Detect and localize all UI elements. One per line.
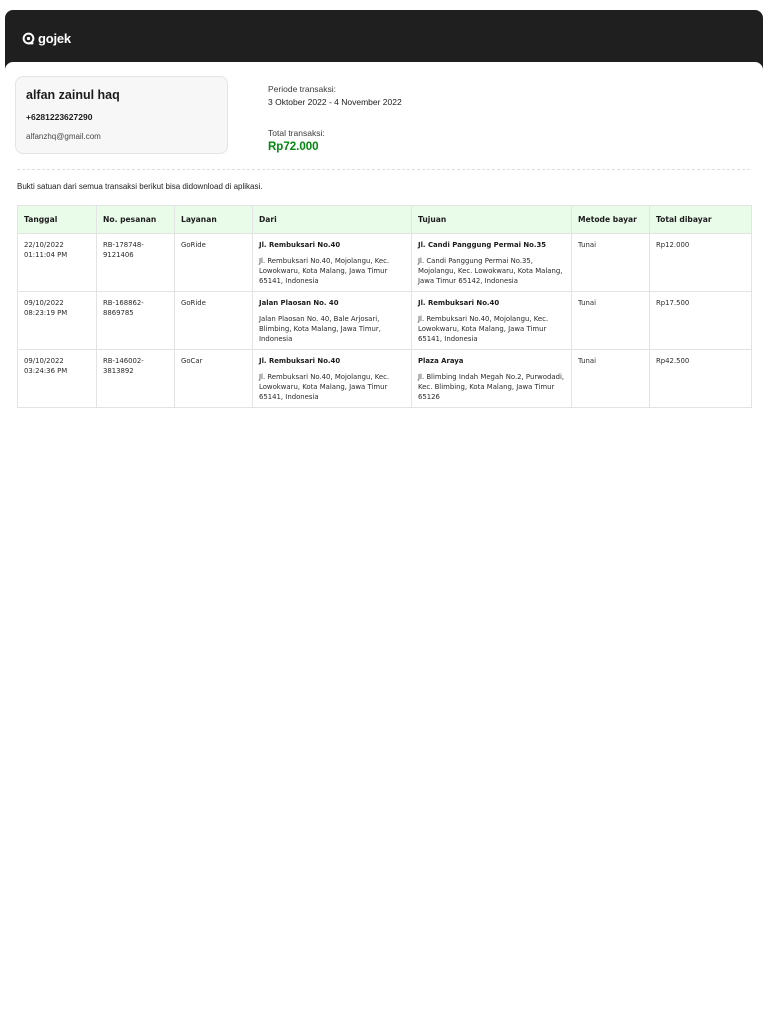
table-row (18, 234, 752, 292)
download-note: Bukti satuan dari semua transaksi berikut bisa didownload di aplikasi. (17, 182, 263, 191)
total-value: Rp72.000 (268, 141, 319, 153)
cell-service: GoRide (175, 292, 253, 350)
cell-order: RB-168862-8869785 (97, 292, 175, 350)
from-title: Jalan Plaosan No. 40 (259, 299, 339, 307)
cell-to (412, 350, 572, 408)
cell-date-time: 01:11:04 PM (24, 251, 68, 259)
from-address: Jalan Plaosan No. 40, Bale Arjosari, Blimbing, Kota Malang, Jawa Timur, Indonesia (259, 315, 381, 343)
cell-total: Rp17.500 (650, 292, 752, 350)
col-header-total: Total dibayar (650, 206, 752, 234)
cell-service: GoCar (175, 350, 253, 408)
period-label: Periode transaksi: (268, 84, 337, 94)
cell-date-day: 09/10/2022 (24, 357, 64, 365)
to-address: Jl. Blimbing Indah Megah No.2, Purwodadi, Kec. Blimbing, Kota Malang, Jawa Timur 65126 (418, 373, 565, 401)
profile-card (15, 76, 228, 154)
col-header-service: Layanan (175, 206, 253, 234)
col-header-from: Dari (253, 206, 412, 234)
cell-date (18, 292, 97, 350)
cell-payment: Tunai (572, 292, 650, 350)
table-header-row (18, 206, 752, 234)
profile-email: alfanzhq@gmail.com (26, 132, 101, 141)
transaction-table (17, 205, 752, 408)
cell-date-day: 22/10/2022 (24, 241, 64, 249)
total-label: Total transaksi: (268, 128, 325, 138)
cell-total: Rp12.000 (650, 234, 752, 292)
from-address: Jl. Rembuksari No.40, Mojolangu, Kec. Lowokwaru, Kota Malang, Jawa Timur 65141, Indonesia (259, 257, 390, 285)
to-title: Jl. Rembuksari No.40 (418, 299, 500, 307)
cell-to (412, 234, 572, 292)
col-header-payment: Metode bayar (572, 206, 650, 234)
cell-service: GoRide (175, 234, 253, 292)
profile-phone: +6281223627290 (26, 112, 93, 122)
to-title: Jl. Candi Panggung Permai No.35 (418, 241, 547, 249)
cell-date-time: 03:24:36 PM (24, 367, 68, 375)
table-row (18, 350, 752, 408)
col-header-order: No. pesanan (97, 206, 175, 234)
gojek-logo-icon (22, 32, 35, 45)
cell-payment: Tunai (572, 234, 650, 292)
cell-order: RB-146002-3813892 (97, 350, 175, 408)
gojek-logo-text: gojek (38, 30, 71, 46)
cell-from (253, 350, 412, 408)
to-address: Jl. Candi Panggung Permai No.35, Mojolangu, Kec. Lowokwaru, Kota Malang, Jawa Timur 65142, Indonesia (418, 257, 563, 285)
section-divider (17, 169, 750, 170)
from-title: Jl. Rembuksari No.40 (259, 241, 341, 249)
gojek-logo (22, 30, 71, 46)
period-value: 3 Oktober 2022 - 4 November 2022 (268, 97, 402, 107)
from-title: Jl. Rembuksari No.40 (259, 357, 341, 365)
table-row (18, 292, 752, 350)
to-address: Jl. Rembuksari No.40, Mojolangu, Kec. Lowokwaru, Kota Malang, Jawa Timur 65141, Indonesia (418, 315, 549, 343)
cell-date-day: 09/10/2022 (24, 299, 64, 307)
col-header-date: Tanggal (18, 206, 97, 234)
cell-from (253, 234, 412, 292)
col-header-to: Tujuan (412, 206, 572, 234)
cell-payment: Tunai (572, 350, 650, 408)
cell-from (253, 292, 412, 350)
cell-order: RB-178748-9121406 (97, 234, 175, 292)
cell-total: Rp42.500 (650, 350, 752, 408)
cell-to (412, 292, 572, 350)
from-address: Jl. Rembuksari No.40, Mojolangu, Kec. Lowokwaru, Kota Malang, Jawa Timur 65141, Indonesia (259, 373, 390, 401)
cell-date (18, 350, 97, 408)
cell-date (18, 234, 97, 292)
profile-name: alfan zainul haq (26, 88, 120, 102)
cell-date-time: 08:23:19 PM (24, 309, 68, 317)
to-title: Plaza Araya (418, 357, 464, 365)
